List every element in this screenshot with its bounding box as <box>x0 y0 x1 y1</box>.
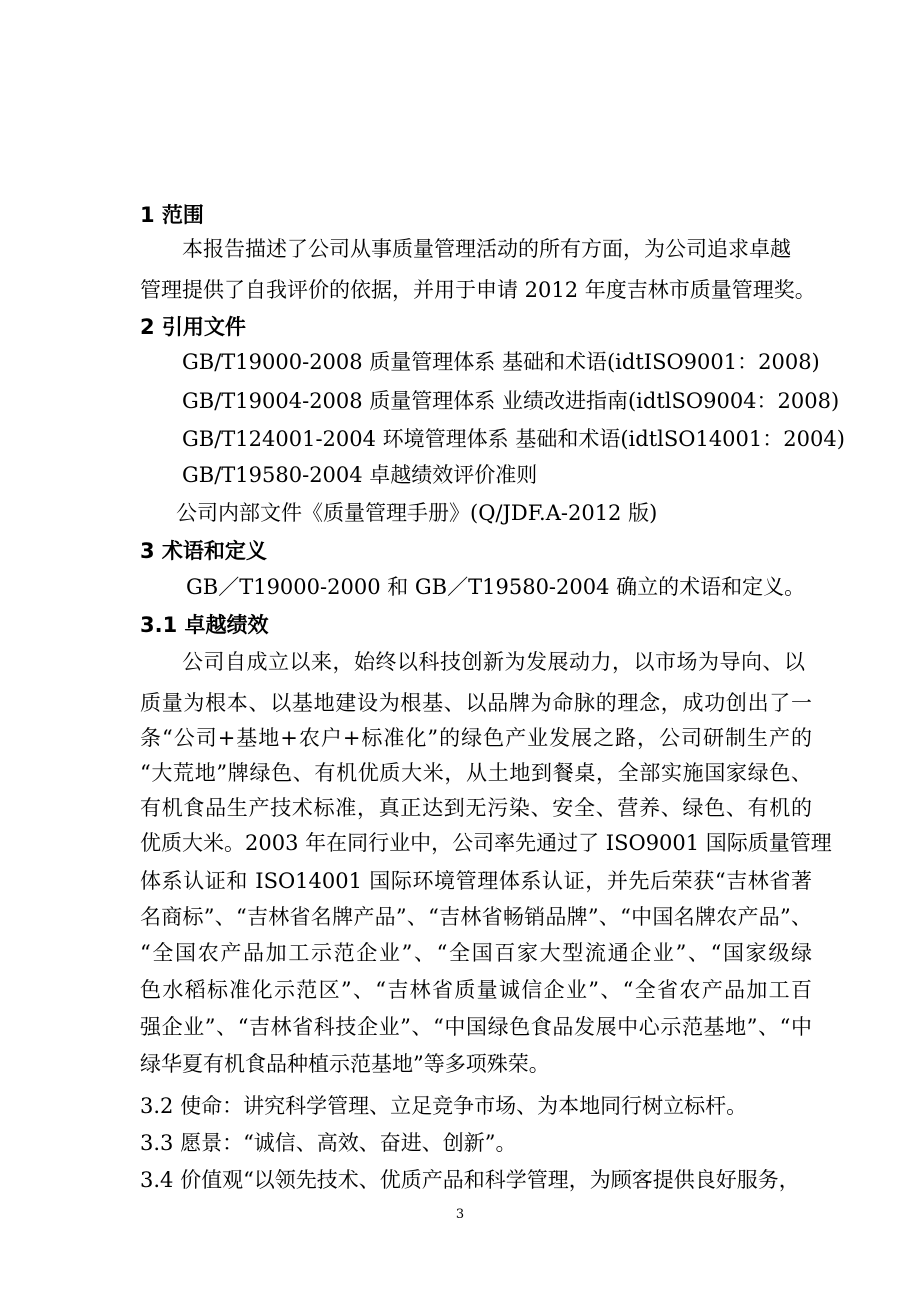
reference-item: GB/T19580-2004 卓越绩效评价准则 <box>182 463 538 487</box>
section-2-heading: 2 引用文件 <box>140 315 246 339</box>
section-3-paragraph: GB／T19000-2000 和 GB／T19580-2004 确立的术语和定义。 <box>186 575 806 599</box>
section-3-1-line: 公司自成立以来，始终以科技创新为发展动力，以市场为导向、以 <box>182 650 805 674</box>
section-3-4-values: 3.4 价值观“以领先技术、优质产品和科学管理，为顾客提供良好服务， <box>140 1168 800 1192</box>
reference-item: GB/T124001-2004 环境管理体系 基础和术语(idtlSO14001：2004) <box>182 427 845 451</box>
section-1-paragraph-line: 管理提供了自我评价的依据，并用于申请 2012 年度吉林市质量管理奖。 <box>140 278 816 302</box>
section-3-1-line: 体系认证和 ISO14001 国际环境管理体系认证，并先后荣获“吉林省著 <box>140 869 812 893</box>
section-3-2-mission: 3.2 使命：讲究科学管理、立足竞争市场、为本地同行树立标杆。 <box>140 1094 748 1118</box>
section-3-1-line: 条“公司+基地+农户+标准化”的绿色产业发展之路，公司研制生产的 <box>140 726 812 750</box>
reference-item: 公司内部文件《质量管理手册》(Q/JDF.A-2012 版) <box>176 501 658 525</box>
section-3-1-line: 绿华夏有机食品种植示范基地”等多项殊荣。 <box>140 1052 550 1076</box>
section-3-1-line: 名商标”、“吉林省名牌产品”、“吉林省畅销品牌”、“中国名牌农产品”、 <box>140 905 812 929</box>
section-3-1-line: 强企业”、“吉林省科技企业”、“中国绿色食品发展中心示范基地”、“中 <box>140 1015 812 1039</box>
section-3-1-line: 质量为根本、以基地建设为根基、以品牌为命脉的理念，成功创出了一 <box>140 691 812 715</box>
section-1-paragraph-line: 本报告描述了公司从事质量管理活动的所有方面，为公司追求卓越 <box>182 237 791 261</box>
section-3-1-heading: 3.1 卓越绩效 <box>140 613 269 637</box>
section-3-1-line: 色水稻标准化示范区”、“吉林省质量诚信企业”、“全省农产品加工百 <box>140 978 812 1002</box>
reference-item: GB/T19000-2008 质量管理体系 基础和术语(idtISO9001：2008) <box>182 350 820 374</box>
section-3-1-line: 有机食品生产技术标准，真正达到无污染、安全、营养、绿色、有机的 <box>140 796 812 820</box>
reference-item: GB/T19004-2008 质量管理体系 业绩改进指南(idtlSO9004：2008) <box>182 389 840 413</box>
section-3-1-line: “全国农产品加工示范企业”、“全国百家大型流通企业”、“国家级绿 <box>140 941 812 965</box>
section-3-1-line: “大荒地”牌绿色、有机优质大米，从土地到餐桌，全部实施国家绿色、 <box>140 761 812 785</box>
section-1-heading: 1 范围 <box>140 203 204 227</box>
section-3-1-line: 优质大米。2003 年在同行业中，公司率先通过了 ISO9001 国际质量管理 <box>140 831 832 855</box>
page-number: 3 <box>455 1207 465 1222</box>
section-3-3-vision: 3.3 愿景：“诚信、高效、奋进、创新”。 <box>140 1131 517 1155</box>
section-3-heading: 3 术语和定义 <box>140 539 267 563</box>
